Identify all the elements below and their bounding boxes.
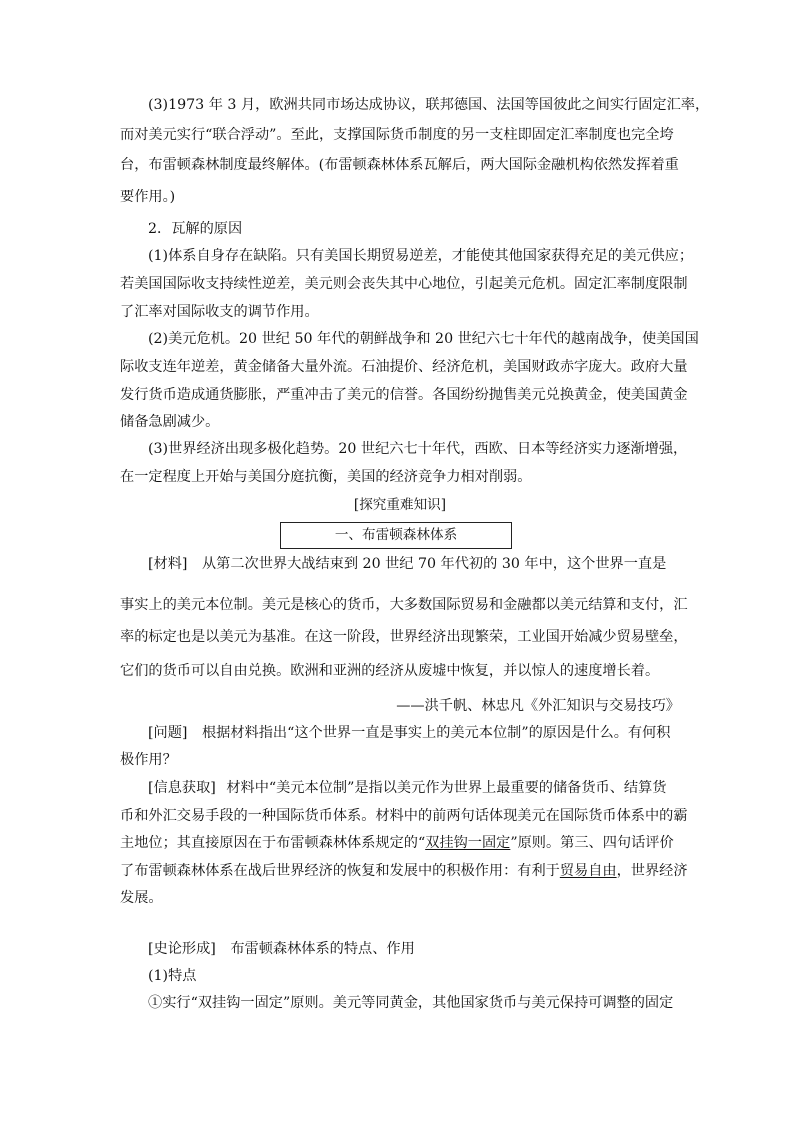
info-label: [信息获取] xyxy=(148,780,216,796)
material-line: 率的标定也是以美元为基准。在这一阶段，世界经济出现繁荣，工业国开始减少贸易壁垒， xyxy=(120,629,688,645)
history-title: 布雷顿森林体系的特点、作用 xyxy=(230,941,415,957)
paragraph-line: 在一定程度上开始与美国分庭抗衡，美国的经济竞争力相对削弱。 xyxy=(120,469,532,485)
history-subheading: (1)特点 xyxy=(148,968,197,984)
paragraph-line: 了汇率对国际收支的调节作用。 xyxy=(120,304,319,320)
paragraph-line: (3)1973 年 3 月，欧洲共同市场达成协议，联邦德国、法国等国彼此之间实行固定汇率， xyxy=(148,97,710,113)
paragraph-line: 要作用。) xyxy=(120,189,176,205)
material-line xyxy=(148,555,708,573)
material-line: 它们的货币可以自由兑换。欧洲和亚洲的经济从废墟中恢复，并以惊人的速度增长着。 xyxy=(120,663,660,679)
question-line xyxy=(148,724,708,742)
history-label: [史论形成] xyxy=(148,941,216,957)
paragraph-line: 而对美元实行“联合浮动”。至此，支撑国际货币制度的另一支柱即固定汇率制度也完全垮 xyxy=(120,127,674,143)
material-text: 从第二次世界大战结束到 20 世纪 70 年代初的 30 年中，这个世界一直是 xyxy=(201,556,667,572)
explore-title: [探究重难知识] xyxy=(353,497,447,513)
info-line: 币和外汇交易手段的一种国际货币体系。材料中的前两句话体现美元在国际货币体系中的霸 xyxy=(120,808,688,824)
info-text: ，世界经济 xyxy=(616,863,688,879)
paragraph-line: 台，布雷顿森林制度最终解体。(布雷顿森林体系瓦解后，两大国际金融机构依然发挥着重 xyxy=(120,157,679,173)
paragraph-line: (3)世界经济出现多极化趋势。20 世纪六七十年代，西欧、日本等经济实力逐渐增强， xyxy=(148,441,688,457)
boxed-heading: 一、布雷顿森林体系 xyxy=(280,522,512,549)
paragraph-line: (1)体系自身存在缺陷。只有美国长期贸易逆差，才能使其他国家获得充足的美元供应； xyxy=(148,248,694,264)
question-line: 极作用？ xyxy=(120,752,177,768)
section-heading: 2．瓦解的原因 xyxy=(148,221,243,237)
info-line xyxy=(120,834,680,852)
question-label: [问题] xyxy=(148,725,188,741)
info-line xyxy=(148,779,708,797)
underlined-term: 双挂钩一固定 xyxy=(425,835,511,851)
material-line: 事实上的美元本位制。美元是核心的货币，大多数国际贸易和金融都以美元结算和支付，汇 xyxy=(120,597,688,613)
info-text: ”原则。第三、四句话评价 xyxy=(510,835,674,851)
info-text: 了布雷顿森林体系在战后世界经济的恢复和发展中的积极作用：有利于 xyxy=(120,863,560,879)
paragraph-line: 若美国国际收支持续性逆差，美元则会丧失其中心地位，引起美元危机。固定汇率制度限制 xyxy=(120,276,688,292)
paragraph-line: 发行货币造成通货膨胀，严重冲击了美元的信誉。各国纷纷抛售美元兑换黄金，使美国黄金 xyxy=(120,387,688,403)
material-source: ——洪千帆、林忠凡《外汇知识与交易技巧》 xyxy=(396,698,680,714)
history-line xyxy=(148,940,708,958)
paragraph-line: (2)美元危机。20 世纪 50 年代的朝鲜战争和 20 世纪六七十年代的越南战争，使美国国 xyxy=(148,331,699,347)
info-text: 主地位；其直接原因在于布雷顿森林体系规定的“ xyxy=(120,835,426,851)
info-text: 材料中“美元本位制”是指以美元作为世界上最重要的储备货币、结算货 xyxy=(226,780,667,796)
history-item: ①实行“双挂钩一固定”原则。美元等同黄金，其他国家货币与美元保持可调整的固定 xyxy=(148,995,674,1011)
paragraph-line: 储备急剧减少。 xyxy=(120,414,220,430)
question-text: 根据材料指出“这个世界一直是事实上的美元本位制”的原因是什么。有何积 xyxy=(201,725,671,741)
info-line: 发展。 xyxy=(120,890,163,906)
underlined-term: 贸易自由 xyxy=(559,863,617,879)
material-label: [材料] xyxy=(148,556,188,572)
paragraph-line: 际收支连年逆差，黄金储备大量外流。石油提价、经济危机，美国财政赤字庞大。政府大量 xyxy=(120,359,688,375)
info-line xyxy=(120,862,688,880)
